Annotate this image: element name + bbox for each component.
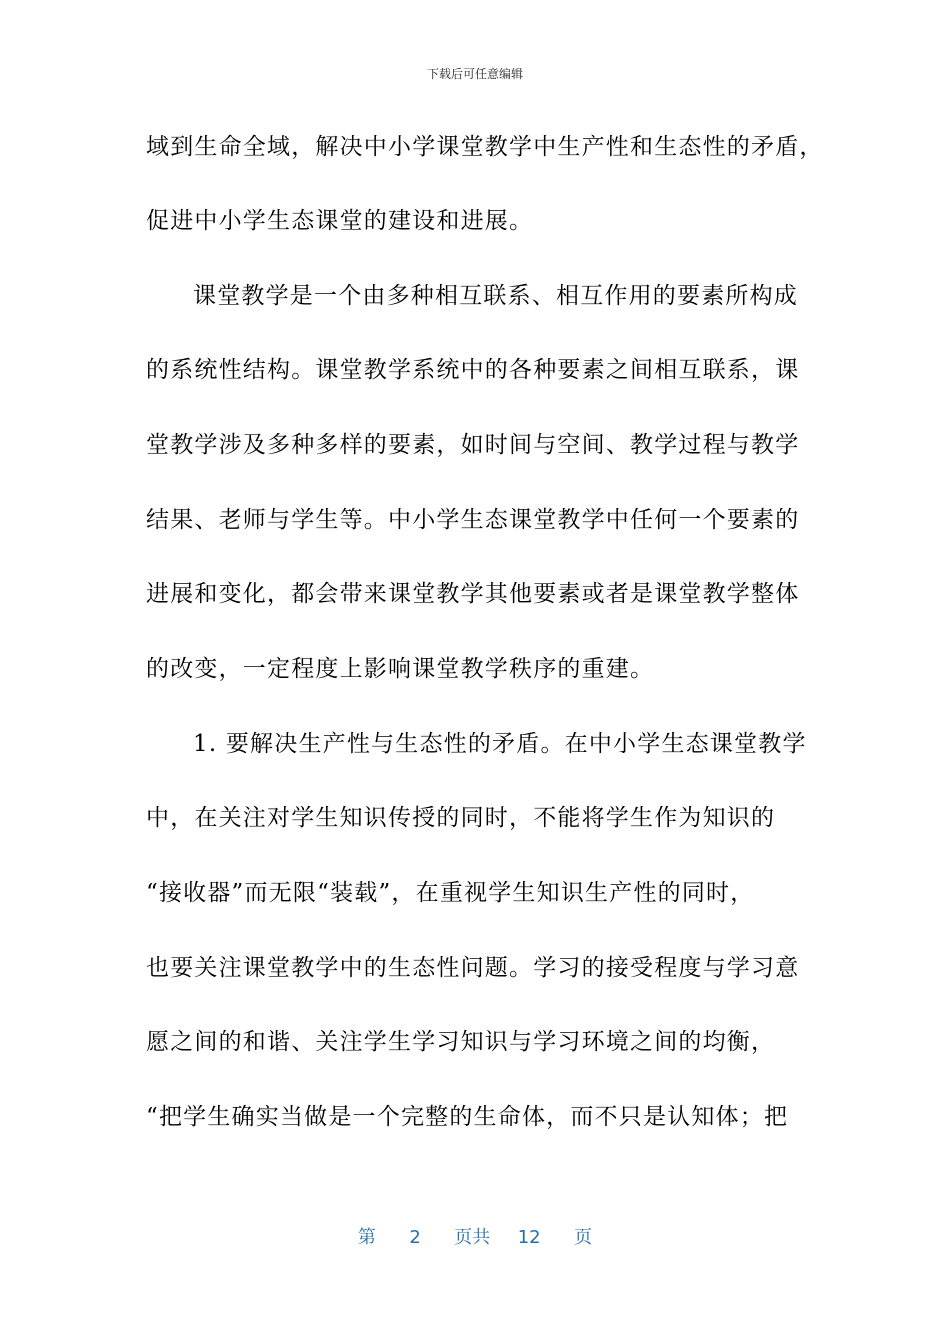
body-line-paragraph-start: 课堂教学是一个由多种相互联系、相互作用的要素所构成 [193,283,798,309]
body-line: 也要关注课堂教学中的生态性问题。学习的接受程度与学习意 [146,955,800,981]
body-line: 愿之间的和谐、关注学生学习知识与学习环境之间的均衡， [146,1029,776,1055]
footer-middle: 页共 [454,1227,491,1248]
page-footer [0,1226,950,1250]
total-page-count: 12 [517,1227,541,1248]
page-header: 下载后可任意编辑 [426,67,523,81]
current-page-number: 2 [409,1227,421,1248]
body-line: “接收器”而无限“装载”，在重视学生知识生产性的同时， [146,880,755,906]
body-line: 的系统性结构。课堂教学系统中的各种要素之间相互联系，课 [146,357,800,383]
body-line: 促进中小学生态课堂的建设和进展。 [146,208,534,234]
body-line: 的改变，一定程度上影响课堂教学秩序的重建。 [146,656,655,682]
body-line: 结果、老师与学生等。中小学生态课堂教学中任何一个要素的 [146,507,800,533]
body-line: 进展和变化，都会带来课堂教学其他要素或者是课堂教学整体 [146,581,800,607]
body-line: 中，在关注对学生知识传授的同时，不能将学生作为知识的 [146,805,776,831]
body-line-paragraph-start: 1. 要解决生产性与生态性的矛盾。在中小学生态课堂教学 [193,731,807,757]
body-line: “把学生确实当做是一个完整的生命体，而不只是认知体；把 [146,1104,789,1130]
footer-suffix: 页 [574,1227,593,1248]
body-line: 堂教学涉及多种多样的要素，如时间与空间、教学过程与教学 [146,432,800,458]
footer-prefix: 第 [357,1227,376,1248]
body-line: 域到生命全域，解决中小学课堂教学中生产性和生态性的矛盾， [146,134,824,160]
